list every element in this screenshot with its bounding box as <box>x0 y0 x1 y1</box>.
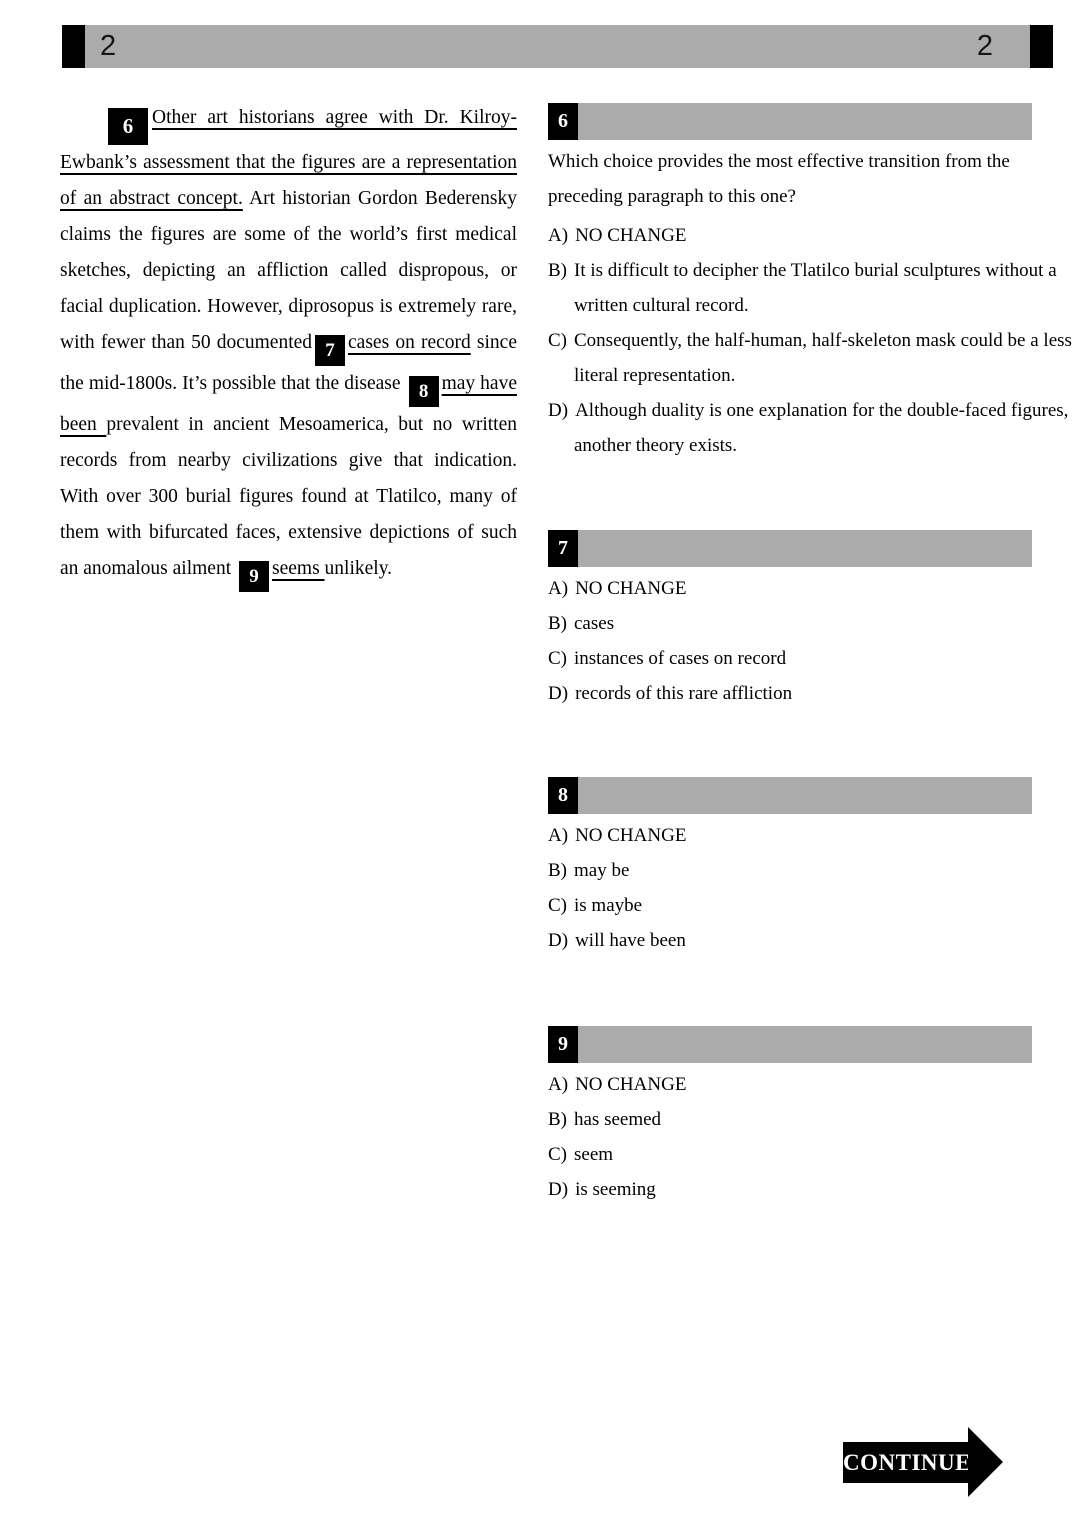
choice-text: NO CHANGE <box>575 225 687 246</box>
passage-text-2: since the mid-1800s. It’s possible that the disease <box>60 332 517 394</box>
choice-letter: B) <box>548 1109 567 1130</box>
choice-letter: B) <box>548 613 567 634</box>
choice-text: Consequently, the half-human, half-skeleton mask could be a less literal representation. <box>574 330 1072 386</box>
passage-text-3: prevalent in ancient Mesoamerica, but no written records from nearby civilizations give that indication. With over 300 burial figures found at Tlatilco, many of them with bifurcated faces, extensive depictions of such an anomalous ailment <box>60 414 517 579</box>
choice-text: cases <box>574 613 615 634</box>
question-9-choice-d[interactable] <box>548 1172 1072 1207</box>
question-7-choice-d[interactable] <box>548 676 1072 711</box>
question-8-choices <box>548 818 1072 958</box>
choice-text: NO CHANGE <box>575 825 687 846</box>
question-9-header-bar <box>548 1026 1032 1063</box>
section-number-right: 2 <box>976 30 993 62</box>
question-7-choice-c[interactable] <box>548 641 1072 676</box>
question-8-choice-a[interactable] <box>548 818 1072 853</box>
passage-text-4: unlikely. <box>324 558 393 579</box>
passage-underline-2: cases on record <box>348 332 471 353</box>
passage-marker-7: 7 <box>315 335 345 366</box>
choice-text: NO CHANGE <box>575 578 687 599</box>
choice-text: instances of cases on record <box>574 648 787 669</box>
choice-letter: D) <box>548 400 569 421</box>
question-9-number: 9 <box>548 1026 578 1063</box>
question-8-choice-c[interactable] <box>548 888 1072 923</box>
choice-letter: D) <box>548 930 569 951</box>
question-7-choices <box>548 571 1072 711</box>
question-8-choice-d[interactable] <box>548 923 1072 958</box>
question-7-header-bar <box>548 530 1032 567</box>
choice-letter: A) <box>548 578 569 599</box>
question-8 <box>548 777 1072 958</box>
question-6-prompt: Which choice provides the most effective transition from the preceding paragraph to this one? <box>548 151 1010 207</box>
question-7-choice-a[interactable] <box>548 571 1072 606</box>
question-9-choice-a[interactable] <box>548 1067 1072 1102</box>
question-8-choice-b[interactable] <box>548 853 1072 888</box>
question-8-header-bar <box>548 777 1032 814</box>
question-9-choice-b[interactable] <box>548 1102 1072 1137</box>
choice-text: has seemed <box>574 1109 662 1130</box>
passage-underline-1: Other art historians agree with Dr. Kilroy-Ewbank’s assessment that the figures are a representation of an abstract concept. <box>60 107 517 209</box>
question-6-choice-a[interactable] <box>548 218 1072 253</box>
choice-text: seem <box>574 1144 614 1165</box>
choice-letter: A) <box>548 825 569 846</box>
choice-letter: A) <box>548 225 569 246</box>
question-6-choice-d[interactable] <box>548 393 1072 463</box>
continue-label: CONTINUE <box>843 1442 968 1483</box>
choice-text: is seeming <box>575 1179 656 1200</box>
choice-text: It is difficult to decipher the Tlatilco burial sculptures without a written cultural record. <box>574 260 1057 316</box>
choice-letter: C) <box>548 648 567 669</box>
header-left-cap <box>62 25 85 68</box>
questions-column <box>548 0 1072 1529</box>
continue-button[interactable] <box>843 1426 1013 1499</box>
passage-marker-6: 6 <box>108 108 148 145</box>
question-7-choice-b[interactable] <box>548 606 1072 641</box>
question-8-number: 8 <box>548 777 578 814</box>
choice-text: Although duality is one explanation for the double-faced figures, another theory exists. <box>574 400 1069 456</box>
question-6 <box>548 103 1072 463</box>
question-9-choice-c[interactable] <box>548 1137 1072 1172</box>
question-7-number: 7 <box>548 530 578 567</box>
question-6-choice-b[interactable] <box>548 253 1072 323</box>
choice-letter: C) <box>548 1144 567 1165</box>
passage-paragraph <box>60 100 517 592</box>
section-number-left: 2 <box>100 30 117 62</box>
passage-marker-9: 9 <box>239 561 269 592</box>
choice-text: will have been <box>575 930 686 951</box>
question-9-choices <box>548 1067 1072 1207</box>
choice-text: is maybe <box>574 895 643 916</box>
choice-letter: B) <box>548 260 567 281</box>
passage-underline-4: seems <box>272 558 325 579</box>
choice-letter: C) <box>548 895 567 916</box>
question-7 <box>548 530 1072 711</box>
passage-underline-3: may have been <box>60 373 517 435</box>
choice-letter: D) <box>548 683 569 704</box>
question-6-number: 6 <box>548 103 578 140</box>
choice-text: NO CHANGE <box>575 1074 687 1095</box>
question-9 <box>548 1026 1072 1207</box>
choice-letter: B) <box>548 860 567 881</box>
choice-letter: C) <box>548 330 567 351</box>
choice-text: records of this rare affliction <box>575 683 793 704</box>
passage-column <box>60 100 517 592</box>
choice-letter: A) <box>548 1074 569 1095</box>
continue-arrow-icon <box>968 1427 1003 1497</box>
choice-text: may be <box>574 860 630 881</box>
question-6-choice-c[interactable] <box>548 323 1072 393</box>
choice-letter: D) <box>548 1179 569 1200</box>
passage-marker-8: 8 <box>409 376 439 407</box>
passage-text-1: Art historian Gordon Bederensky claims the figures are some of the world’s first medical sketches, depicting an affliction called dispropous, or facial duplication. However, diprosopus is extremely rare, with fewer than 50 documented <box>60 188 517 353</box>
question-6-choices <box>548 218 1072 463</box>
question-6-header-bar <box>548 103 1032 140</box>
